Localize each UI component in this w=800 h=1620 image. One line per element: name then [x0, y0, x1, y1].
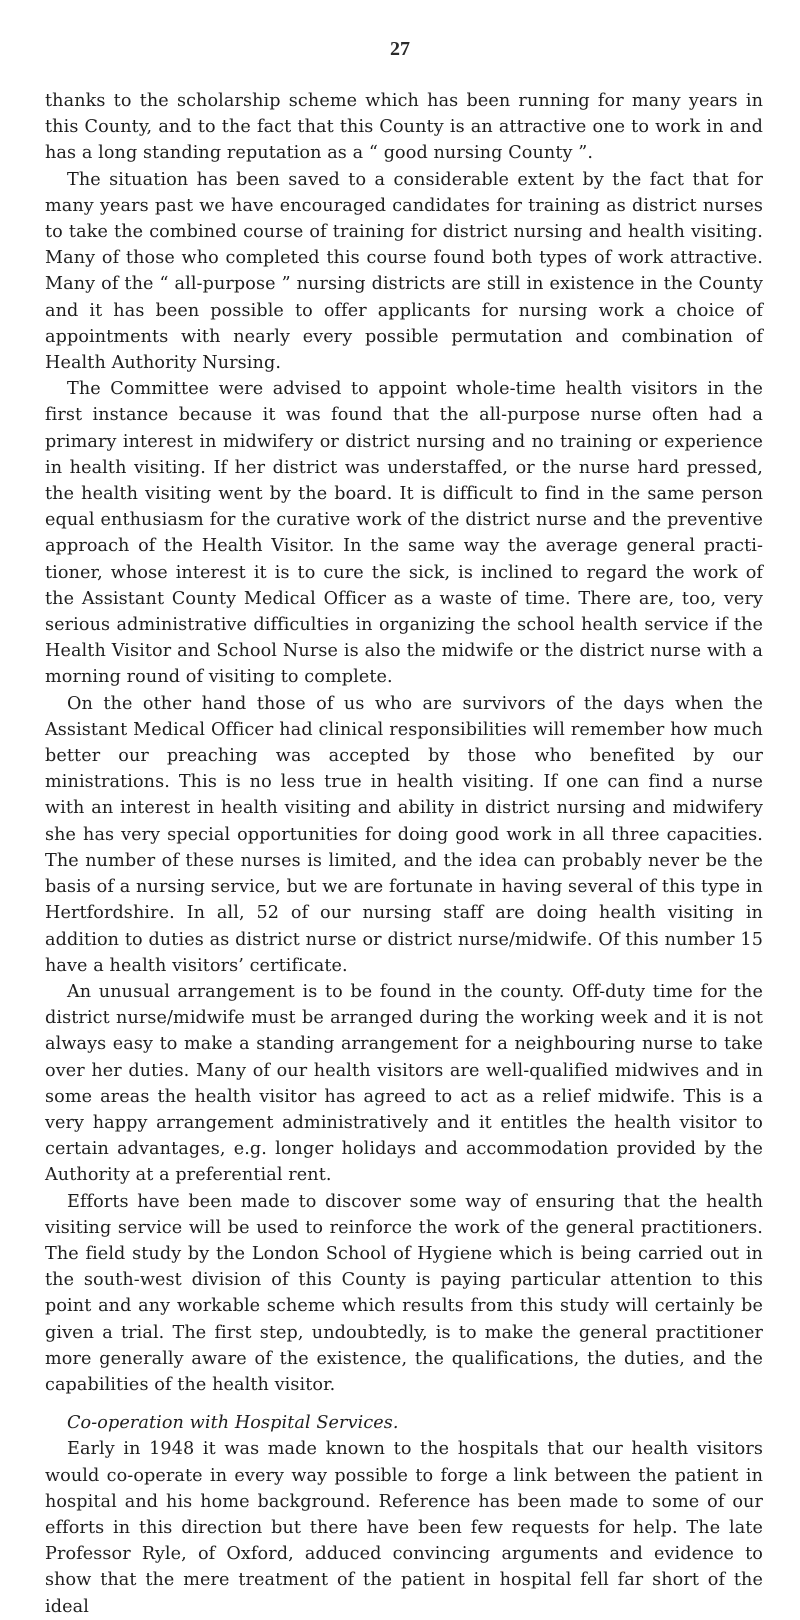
paragraph-unusual-arrangement: An unusual arrangement is to be found in the county. Off-duty time for the district nurse/midwife must be arranged during the working week and it is not always easy to make a standing arrangement for a neighbouring nurse to take over her duties. Many of our health visitors are well-qualified midwives and in some areas the health visitor has agreed to act as a relief midwife. This is a very happy arrangement administratively and it entitles the health visitor to certain advantages, e.g. longer holidays and accommodation provided by the Authority at a preferential rent. — [45, 981, 763, 1186]
paragraph-situation-saved: The situation has been saved to a considerable extent by the fact that for many years past we have encouraged candidates for training as district nurses to take the combined course of training for district nursing and health visiting. Many of those who completed this course found both types of work attractive. Many of the “ all-purpose ” nursing districts are still in existence in the County and it has been possible to offer applicants for nursing work a choice of appointments with nearly every possible permutation and combination of Health Authority Nursing. — [45, 169, 763, 374]
paragraph-committee-advice: The Committee were advised to appoint whole-time health visitors in the first instance because it was found that the all-purpose nurse often had a primary interest in midwifery or district nursing and no training or experience in health visiting. If her district was understaffed, or the nurse hard pressed, the health visiting went by the board. It is difficult to find in the same person equal enthusiasm for the curative work of the district nurse and the preventive approach of the Health Visitor. In the same way the average general practitioner, whose interest it is to cure the sick, is inclined to regard the work of the Assistant County Medical Officer as a waste of time. There are, too, very serious administrative difficulties in organizing the school health service if the Health Visitor and School Nurse is also the midwife or the district nurse with a morning round of visiting to complete. — [45, 379, 763, 688]
body-text — [45, 88, 763, 1620]
section-heading: Co-operation with Hospital Services. — [67, 1413, 399, 1434]
paragraph-hospital-services: Early in 1948 it was made known to the hospitals that our health visitors would co-operate in every way possible to forge a link between the patient in hospital and his home background. Reference has been made to some of our efforts in this direction but there have been few requests for help. The late Professor Ryle, of Oxford, adduced convincing arguments and evidence to show that the mere treatment of the patient in hospital fell far short of the ideal — [45, 1439, 763, 1617]
paragraph-efforts: Efforts have been made to discover some way of ensuring that the health visiting service will be used to reinforce the work of the general practitioners. The field study by the London School of Hygiene which is being carried out in the south-west division of this County is paying particular attention to this point and any workable scheme which results from this study will certainly be given a trial. The first step, undoubtedly, is to make the general practitioner more generally aware of the existence, the qualifications, the duties, and the capabilities of the health visitor. — [45, 1191, 763, 1395]
page-number: 27 — [390, 38, 410, 60]
paragraph-other-hand: On the other hand those of us who are survivors of the days when the Assistant Medical Officer had clinical responsibilities will remember how much better our preaching was accepted by those who benefited by our ministrations. This is no less true in health visiting. If one can find a nurse with an interest in health visiting and ability in district nursing and midwifery she has very special opportunities for doing good work in all three capacities. The number of these nurses is limited, and the idea can probably never be the basis of a nursing service, but we are fortunate in having several of this type in Hertfordshire. In all, 52 of our nursing staff are doing health visiting in addition to duties as district nurse or district nurse/midwife. Of this number 15 have a health visitors’ certificate. — [45, 693, 763, 976]
paragraph-continuation: thanks to the scholarship scheme which has been running for many years in this County, and to the fact that this County is an attractive one to work in and has a long standing reputation as a “ good nursing County ”. — [45, 91, 763, 164]
